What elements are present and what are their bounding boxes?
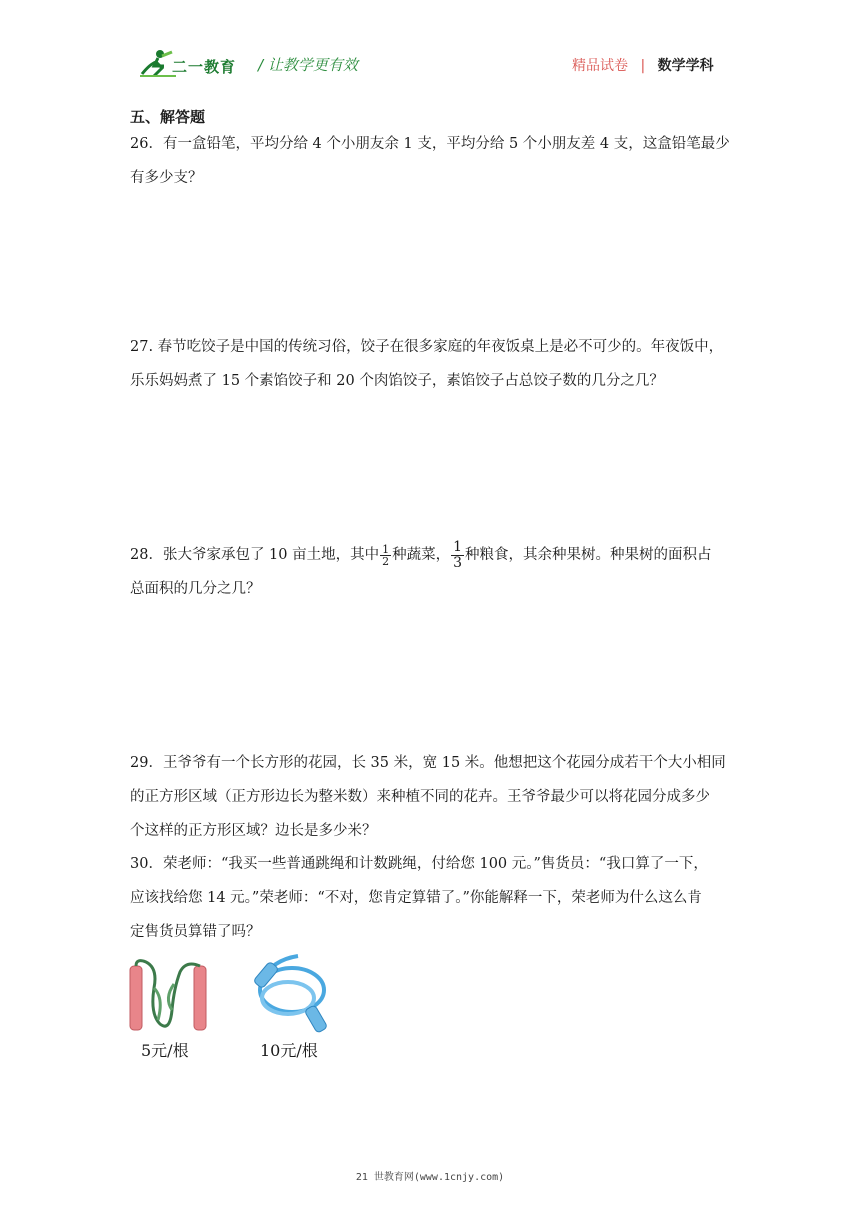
fraction-one-third [451, 540, 464, 571]
question-30-line-1: 30．荣老师：“我买一些普通跳绳和计数跳绳，付给您 100 元。”售货员：“我口算了一下， [130, 856, 708, 872]
counting-rope-price: 10元/根 [260, 1041, 318, 1060]
fraction-one-half [380, 544, 391, 567]
question-27 [130, 330, 730, 398]
section-title: 五、解答题 [130, 108, 206, 126]
question-30-line-3: 定售货员算错了吗？ [130, 924, 261, 940]
counting-jump-rope-image [252, 950, 332, 1036]
question-27-line-2: 乐乐妈妈煮了 15 个素馅饺子和 20 个肉馅饺子，素馅饺子占总饺子数的几分之几？ [130, 373, 664, 389]
question-27-line-1: 27. 春节吃饺子是中国的传统习俗，饺子在很多家庭的年夜饭桌上是必不可少的。年夜饭中， [130, 339, 724, 355]
logo-text: 二一教育 [172, 58, 237, 76]
question-29 [130, 746, 730, 848]
question-28 [130, 538, 730, 606]
page-footer: 21 世教育网(www.1cnjy.com) [355, 1172, 505, 1183]
fraction-1-denominator: 2 [382, 554, 390, 568]
question-28-line-1 [130, 538, 730, 572]
question-26 [130, 127, 730, 195]
header-tag: 精品试卷 [572, 58, 628, 74]
fraction-2-denominator: 3 [453, 554, 463, 571]
question-28-text-c: 种粮食，其余种果树。种果树的面积占 [465, 547, 712, 563]
question-29-line-1: 29．王爷爷有一个长方形的花园，长 35 米，宽 15 米。他想把这个花园分成若干个大小相同 [130, 755, 726, 771]
header-separator: | [640, 58, 646, 74]
page-header [0, 0, 860, 92]
plain-rope-price: 5元/根 [141, 1041, 189, 1060]
fraction-2-numerator: 1 [453, 538, 463, 555]
header-subject: 数学学科 [657, 58, 714, 74]
question-26-line-1: 26．有一盒铅笔，平均分给 4 个小朋友余 1 支，平均分给 5 个小朋友差 4 支，这盒铅笔最少 [130, 136, 730, 152]
fraction-1-numerator: 1 [382, 542, 390, 556]
question-28-text-b: 种蔬菜， [392, 547, 451, 563]
question-30 [130, 847, 730, 949]
plain-jump-rope-image [124, 958, 214, 1034]
question-29-line-3: 个这样的正方形区域？边长是多少米？ [130, 823, 377, 839]
question-29-line-2: 的正方形区域（正方形边长为整米数）来种植不同的花卉。王爷爷最少可以将花园分成多少 [130, 789, 710, 805]
header-right [572, 55, 714, 75]
question-30-line-2: 应该找给您 14 元。”荣老师：“不对，您肯定算错了。”你能解释一下，荣老师为什么这么肯 [130, 890, 702, 906]
question-26-line-2: 有多少支？ [130, 170, 203, 186]
slogan: / 让教学更有效 [258, 56, 358, 74]
question-28-line-2: 总面积的几分之几？ [130, 581, 261, 597]
question-28-text-a: 28．张大爷家承包了 10 亩土地，其中 [130, 547, 380, 563]
